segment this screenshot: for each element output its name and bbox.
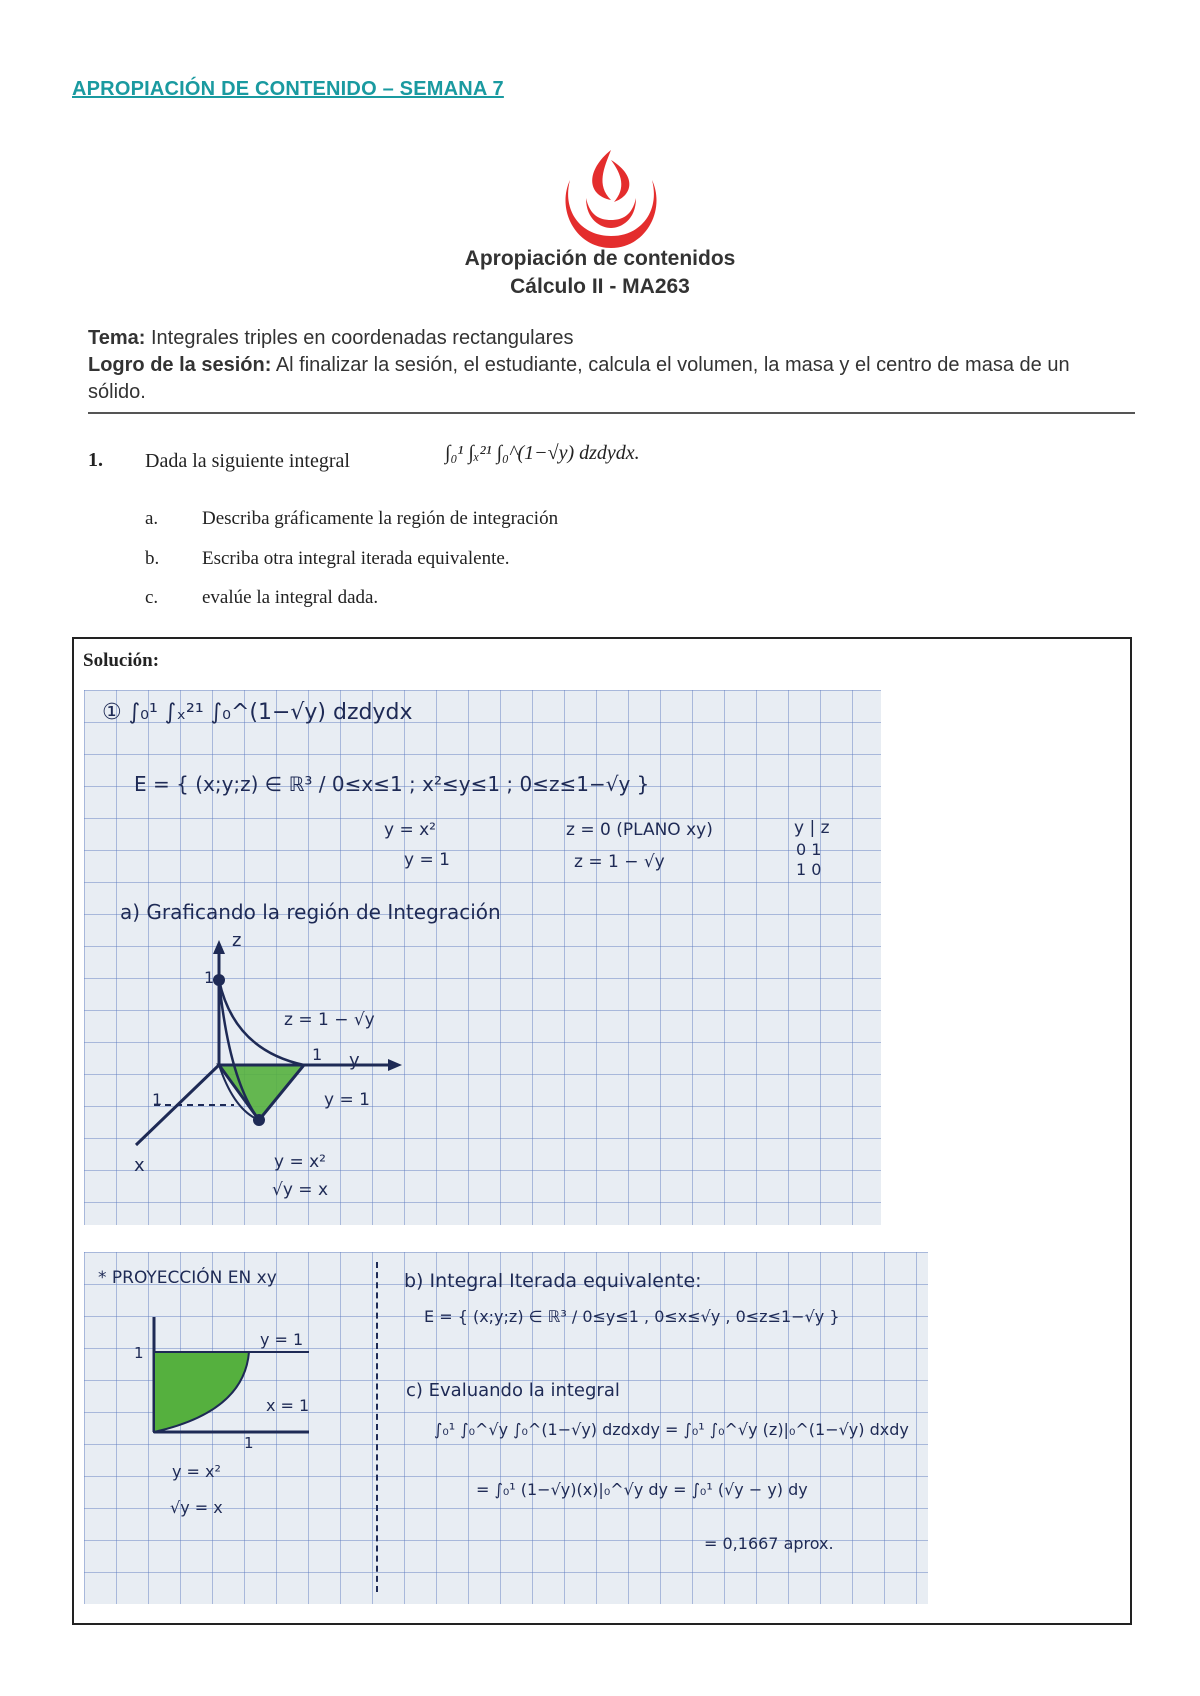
hw-proj-one-v: 1 [134,1344,144,1362]
hw-b-title: b) Integral Iterada equivalente: [404,1270,702,1292]
hw-label-surface: z = 1 − √y [284,1010,375,1030]
hw-proj-x1: x = 1 [266,1396,310,1415]
item-letter-c: c. [145,587,159,608]
hw-graph-title: a) Graficando la región de Integración [120,900,501,924]
item-text-a: Describa gráficamente la región de integración [202,508,559,529]
header-line-2: Cálculo II - MA263 [510,275,690,298]
logro-text: Al finalizar la sesión, el estudiante, calcula el volumen, la masa y el centro de masa de un sólido. [88,354,1070,403]
hw-c-line3: = 0,1667 aprox. [704,1534,834,1553]
hw-proj-yx2: y = x² [172,1462,221,1481]
logro-line [88,352,1128,406]
hw-table-head: y | z [794,818,830,838]
hw-label-one-y: 1 [312,1045,323,1064]
hw-table-row-2: 1 0 [796,860,822,879]
hw-c-title: c) Evaluando la integral [406,1380,620,1401]
item-text-c: evalúe la integral dada. [202,587,379,608]
logro-label: Logro de la sesión: [88,354,272,376]
hw-label-x: x [134,1155,145,1176]
course-header [0,245,1200,301]
hw-proj-sqrt: √y = x [170,1498,223,1517]
hw-label-y: y [349,1050,360,1071]
hw-c-line1: ∫₀¹ ∫₀^√y ∫₀^(1−√y) dzdxdy = ∫₀¹ ∫₀^√y (z)|₀^(1−√y) dxdy [434,1420,909,1439]
tema-text: Integrales triples en coordenadas rectangulares [145,327,574,349]
item-text-b: Escriba otra integral iterada equivalente. [202,548,510,569]
hw-z-eq1: z = 0 (PLANO xy) [566,820,713,840]
hw-label-sqrt: √y = x [272,1180,329,1200]
hw-region: E = { (x;y;z) ∈ ℝ³ / 0≤x≤1 ; x²≤y≤1 ; 0≤z≤1−√y } [134,772,650,796]
page-heading: APROPIACIÓN DE CONTENIDO – SEMANA 7 [72,78,504,100]
handwritten-photo-1 [84,690,881,1225]
hw-proj-y1: y = 1 [260,1330,304,1349]
question-formula: ∫₀¹ ∫ₓ²¹ ∫₀^(1−√y) dzdydx. [445,442,640,464]
solution-label: Solución: [83,650,160,671]
hw-label-y1: y = 1 [324,1090,370,1110]
hw-proj-one-h: 1 [244,1434,254,1452]
tema-label: Tema: [88,327,146,349]
hw-y-eq2: y = 1 [404,850,450,870]
hw-label-z: z [232,930,242,951]
session-info [88,325,1128,406]
hw-label-one-x: 1 [152,1090,163,1109]
divider [88,412,1135,414]
tema-line [88,325,1128,352]
hw-integral: ① ∫₀¹ ∫ₓ²¹ ∫₀^(1−√y) dzdydx [102,700,413,725]
university-logo [556,140,666,252]
handwritten-photo-2 [84,1252,928,1604]
divider-line [376,1262,378,1592]
hw-z-eq2: z = 1 − √y [574,852,665,872]
item-letter-a: a. [145,508,159,529]
question-number: 1. [88,449,103,471]
item-letter-b: b. [145,548,160,569]
hw-proj-title: * PROYECCIÓN EN xy [98,1268,277,1288]
header-line-1: Apropiación de contenidos [464,247,736,270]
hw-y-eq1: y = x² [384,820,436,840]
question-text: Dada la siguiente integral [145,450,350,472]
hw-c-line2: = ∫₀¹ (1−√y)(x)|₀^√y dy = ∫₀¹ (√y − y) dy [476,1480,808,1499]
hw-b-region: E = { (x;y;z) ∈ ℝ³ / 0≤y≤1 , 0≤x≤√y , 0≤z≤1−√y } [424,1307,840,1326]
hw-table-row-1: 0 1 [796,840,822,859]
hw-label-yx2: y = x² [274,1152,326,1172]
hw-label-one-z: 1 [204,968,215,987]
